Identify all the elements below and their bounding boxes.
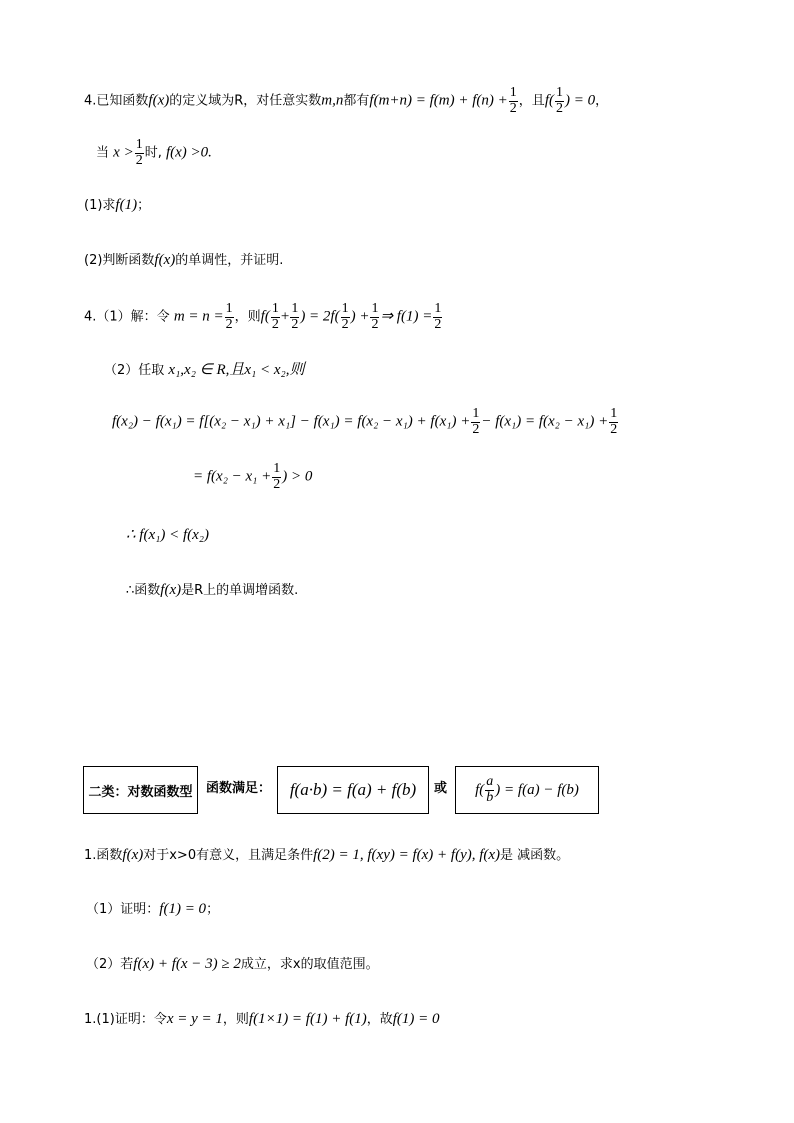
problem4-q2 — [84, 253, 283, 268]
math: + — [280, 308, 290, 325]
math: f(m+n) = f(m) + f(n) + — [369, 92, 508, 109]
fraction-half: $\frac{1}{2}$ — [610, 406, 618, 437]
text: 对于x>0有意义，且满足条件 — [143, 848, 314, 863]
math: f(x) >0. — [165, 144, 212, 161]
section-title: 二类：对数函数型 — [88, 784, 193, 800]
problem4-q1 — [84, 198, 150, 213]
problem1-solution — [84, 1012, 440, 1027]
math: x₁,x₂ ∈ R,且x₁ < x₂,则 — [168, 362, 305, 378]
fraction-half: $\frac{1}{2}$ — [371, 301, 379, 332]
math: f(x) + f(x − 3) ≥ 2 — [133, 956, 241, 972]
or-label — [434, 782, 447, 795]
text: 成立，求x的取值范围。 — [240, 957, 379, 972]
solution4-line2 — [104, 363, 305, 378]
problem-number: 4. — [84, 93, 97, 109]
text: （1）证明： — [86, 902, 160, 917]
solution4-line3 — [112, 407, 619, 437]
solution4-line6 — [126, 583, 298, 598]
math: f( — [475, 781, 485, 798]
formula-box-product — [277, 766, 429, 814]
text: 当 — [96, 145, 110, 161]
math: f(x) — [122, 847, 144, 863]
text: ，则 — [234, 309, 261, 325]
problem1-line1 — [84, 848, 569, 863]
fraction-half: $\frac{1}{2}$ — [509, 85, 517, 116]
problem4-line1 — [84, 86, 608, 116]
text: (1)求 — [84, 198, 116, 213]
text: 的单调性，并证明. — [175, 253, 284, 268]
fraction-half: $\frac{1}{2}$ — [271, 301, 279, 332]
math: f(x) — [154, 252, 176, 268]
text: 是 减函数。 — [500, 848, 570, 863]
fraction-half: $\frac{1}{2}$ — [555, 85, 563, 116]
fraction-half: $\frac{1}{2}$ — [225, 301, 233, 332]
text: 函数满足： — [206, 781, 272, 796]
section-label — [206, 782, 271, 795]
text: 1.(1)证明：令 — [84, 1012, 167, 1027]
math: f(1×1) = f(1) + f(1) — [248, 1011, 367, 1027]
math: x > — [113, 144, 134, 161]
math: ⇒ f(1) = — [380, 308, 433, 325]
text: （2）任取 — [104, 363, 165, 378]
problem1-q1 — [86, 902, 219, 917]
solution4-line1 — [84, 302, 443, 332]
text: 都有 — [343, 93, 370, 109]
math: f( — [260, 308, 270, 325]
fraction-half: $\frac{1}{2}$ — [341, 301, 349, 332]
fraction-a-over-b: $\frac{a}{b}$ — [486, 773, 494, 805]
text: ； — [137, 198, 151, 213]
math: ) + — [350, 308, 370, 325]
text: 是R上的单调增函数. — [181, 583, 299, 598]
math: ) = f(a) − f(b) — [495, 781, 579, 798]
math: ) = 2f( — [300, 308, 340, 325]
math: f(2) = 1, f(xy) = f(x) + f(y), f(x) — [313, 847, 501, 863]
fraction-half: $\frac{1}{2}$ — [273, 461, 281, 492]
fraction-half: $\frac{1}{2}$ — [291, 301, 299, 332]
fraction-half: $\frac{1}{2}$ — [135, 137, 143, 168]
text: 或 — [434, 781, 448, 796]
math: m,n — [321, 92, 344, 109]
math: f(1) = 0 — [159, 901, 207, 917]
problem1-q2 — [86, 957, 379, 972]
text: ，故 — [366, 1012, 393, 1027]
solution4-line4 — [193, 462, 312, 492]
math: ∴ f(x₁) < f(x₂) — [126, 527, 209, 543]
text: 已知函数 — [96, 93, 149, 109]
math: − f(x₁) = f(x₂ − x₁) + — [481, 413, 609, 430]
text: ∴函数 — [126, 583, 161, 598]
math: f( — [544, 92, 554, 109]
math: f(1) = 0 — [392, 1011, 440, 1027]
math: ) = 0 — [564, 92, 596, 109]
section-title-box — [83, 766, 198, 814]
formula-box-quotient — [455, 766, 599, 814]
solution4-line5 — [126, 528, 209, 543]
math: f(x₂) − f(x₁) = f[(x₂ − x₁) + x₁] − f(x₁) = f(x₂ − x₁) + f(x₁) + — [112, 413, 471, 430]
math: f(1) — [115, 197, 138, 213]
fraction-half: $\frac{1}{2}$ — [434, 301, 442, 332]
text: 时, — [144, 145, 162, 161]
math: ) > 0 — [282, 468, 313, 485]
text: ，且 — [518, 93, 545, 109]
fraction-half: $\frac{1}{2}$ — [472, 406, 480, 437]
math: f(x) — [148, 92, 170, 109]
math: f(a·b) = f(a) + f(b) — [289, 780, 417, 799]
text: ， — [595, 93, 609, 109]
math: x = y = 1 — [166, 1011, 223, 1027]
text: 的定义域为R，对任意实数 — [169, 93, 322, 109]
text: (2)判断函数 — [84, 253, 155, 268]
text: 1.函数 — [84, 848, 123, 863]
math: m = n = — [173, 308, 224, 325]
math: = f(x₂ − x₁ + — [193, 468, 272, 485]
text: （2）若 — [86, 957, 134, 972]
problem4-line2 — [96, 138, 212, 168]
text: 4.（1）解：令 — [84, 309, 170, 325]
text: ，则 — [222, 1012, 249, 1027]
math: f(x) — [160, 582, 182, 598]
text: ； — [206, 902, 220, 917]
